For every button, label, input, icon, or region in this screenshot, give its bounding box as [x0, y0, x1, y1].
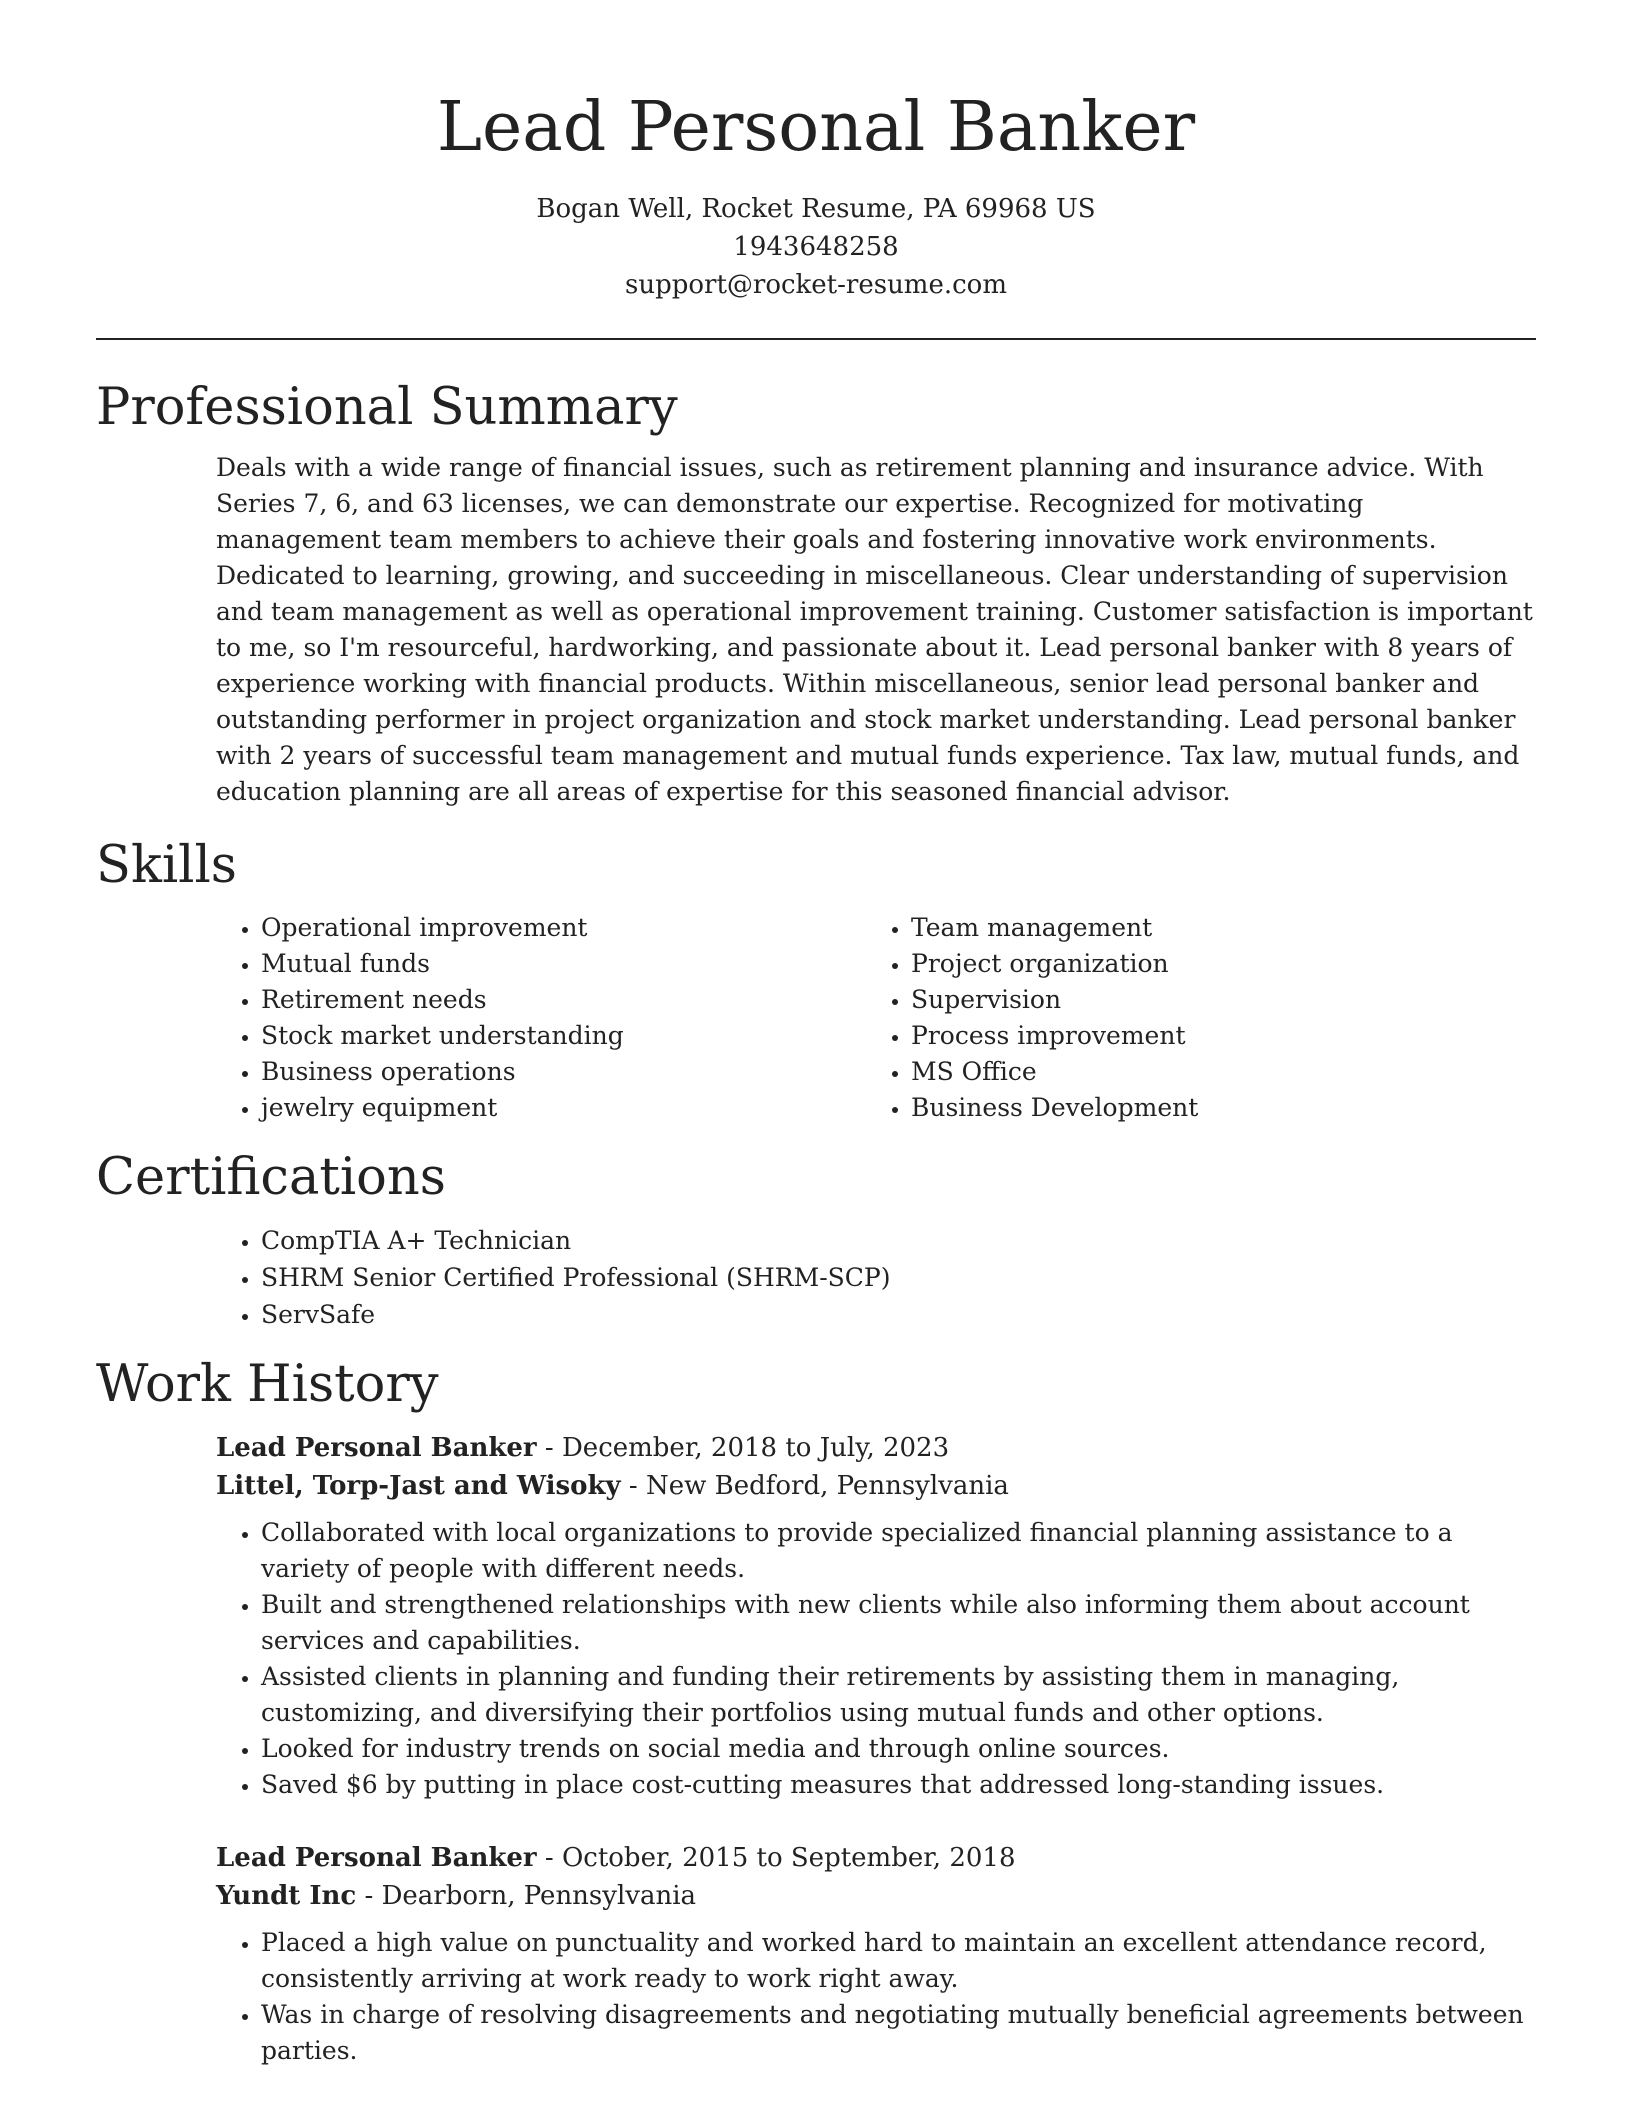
skill-item: • Operational improvement — [261, 910, 911, 946]
job-bullet: • Collaborated with local organizations to provide specialized financial planning assistance to a variety of people with different needs. — [261, 1515, 1536, 1587]
skill-item: • Process improvement — [911, 1018, 1511, 1054]
job-bullet: • Built and strengthened relationships with new clients while also informing them about account services and capabilities. — [261, 1587, 1536, 1659]
certification-item: • ServSafe — [261, 1296, 1536, 1333]
job-position: Lead Personal Banker — [216, 1843, 537, 1873]
job-title-line — [216, 1839, 1536, 1877]
skill-item: • MS Office — [911, 1054, 1511, 1090]
job-company: Yundt Inc — [216, 1881, 357, 1911]
header-divider — [96, 338, 1536, 340]
job-bullets — [216, 1515, 1536, 1803]
job-bullet: • Was in charge of resolving disagreements and negotiating mutually beneficial agreements between parties. — [261, 1997, 1536, 2069]
summary-section — [96, 378, 1536, 810]
job-bullets — [216, 1925, 1536, 2069]
skills-left-list — [96, 910, 911, 1126]
skill-item: • Team management — [911, 910, 1511, 946]
job-position: Lead Personal Banker — [216, 1433, 537, 1463]
job-title-line — [216, 1429, 1536, 1467]
skill-item: • jewelry equipment — [261, 1090, 911, 1126]
contact-block — [96, 190, 1536, 304]
work-history-section — [96, 1355, 1536, 2069]
job-company-line — [216, 1467, 1536, 1505]
job-dates: - December, 2018 to July, 2023 — [536, 1433, 950, 1463]
candidate-name: Lead Personal Banker — [436, 88, 1196, 167]
skill-item: • Stock market understanding — [261, 1018, 911, 1054]
summary-text: Deals with a wide range of financial issues, such as retirement planning and insurance advice. With Series 7, 6, and 63 licenses, we can demonstrate our expertise. Recognized for motivating management team members to achieve their goals and fostering innovative work environments. Dedicated to learning, growing, and succeeding in miscellaneous. Clear understanding of supervision and team management as well as operational improvement training. Customer satisfaction is important to me, so I'm resourceful, hardworking, and passionate about it. Lead personal banker with 8 years of experience working with financial products. Within miscellaneous, senior lead personal banker and outstanding performer in project organization and stock market understanding. Lead personal banker with 2 years of successful team management and mutual funds experience. Tax law, mutual funds, and education planning are all areas of expertise for this seasoned financial advisor. — [216, 453, 1533, 806]
job-entry — [216, 1839, 1536, 2069]
address: Bogan Well, Rocket Resume, PA 69968 US — [536, 194, 1096, 224]
skill-item: • Project organization — [911, 946, 1511, 982]
summary-title: Professional Summary — [96, 378, 678, 437]
certification-item: • CompTIA A+ Technician — [261, 1222, 1536, 1259]
skill-item: • Mutual funds — [261, 946, 911, 982]
skill-item: • Supervision — [911, 982, 1511, 1018]
certifications-section — [96, 1148, 1536, 1333]
job-dates: - October, 2015 to September, 2018 — [536, 1843, 1016, 1873]
skills-section — [96, 836, 1536, 1126]
skill-item: • Business operations — [261, 1054, 911, 1090]
phone: 1943648258 — [733, 232, 899, 262]
certification-item: • SHRM Senior Certified Professional (SHRM-SCP) — [261, 1259, 1536, 1296]
work-history-title: Work History — [96, 1355, 439, 1414]
job-entry — [216, 1429, 1536, 1803]
job-location: - New Bedford, Pennsylvania — [620, 1471, 1009, 1501]
job-bullet: • Looked for industry trends on social media and through online sources. — [261, 1731, 1536, 1767]
skills-right-list — [911, 910, 1511, 1126]
job-bullet: • Assisted clients in planning and funding their retirements by assisting them in managing, customizing, and diversifying their portfolios using mutual funds and other options. — [261, 1659, 1536, 1731]
skills-columns — [96, 910, 1536, 1126]
skill-item: • Retirement needs — [261, 982, 911, 1018]
certifications-title: Certifications — [96, 1148, 446, 1207]
skills-title: Skills — [96, 836, 237, 895]
job-bullet: • Placed a high value on punctuality and worked hard to maintain an excellent attendance record, consistently arriving at work ready to work right away. — [261, 1925, 1536, 1997]
skill-item: • Business Development — [911, 1090, 1511, 1126]
job-location: - Dearborn, Pennsylvania — [356, 1881, 697, 1911]
job-bullet: • Saved $6 by putting in place cost-cutting measures that addressed long-standing issues. — [261, 1767, 1536, 1803]
email: support@rocket-resume.com — [624, 270, 1007, 300]
certifications-list — [96, 1222, 1536, 1333]
job-company: Littel, Torp-Jast and Wisoky — [216, 1471, 621, 1501]
job-company-line — [216, 1877, 1536, 1915]
